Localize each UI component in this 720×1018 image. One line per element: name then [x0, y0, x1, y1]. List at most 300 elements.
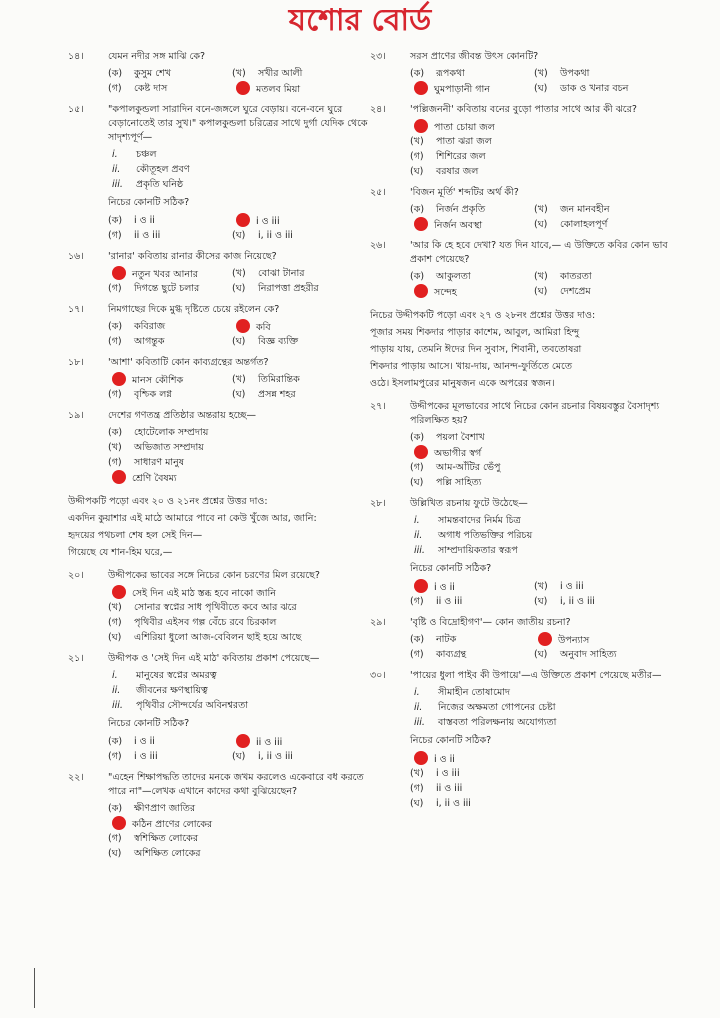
answer-option[interactable]: [108, 228, 226, 243]
option-marker: (খ): [232, 68, 246, 79]
question-text: 'রানার' কবিতায় রানার কীসের কাজ নিয়েছে?: [108, 251, 277, 262]
question-number: ২০।: [68, 570, 84, 581]
question-number: ১৮।: [68, 357, 84, 368]
option-text: পৃথিবীর এইসব গল্প বেঁচে রবে চিরকাল: [134, 617, 277, 628]
option-text: i, ii ও iii: [560, 596, 595, 607]
question-text: উদ্দীপক ও 'সেই দিন এই মাঠ' কবিতায় প্রকাশ পেয়েছে—: [108, 653, 320, 664]
correct-answer-dot: [414, 751, 428, 765]
answer-option[interactable]: [108, 600, 373, 615]
option-marker: (গ): [108, 617, 122, 628]
answer-option[interactable]: [410, 202, 528, 217]
stimulus-passage: [370, 307, 670, 392]
correct-answer-dot: [112, 470, 126, 484]
question-number: ২৫।: [370, 187, 386, 198]
option-text: শিশিরের জল: [436, 151, 486, 162]
option-marker: (গ): [410, 151, 424, 162]
question-number: ২২।: [68, 772, 84, 783]
option-marker: (ঘ): [108, 632, 122, 643]
option-text: আকুলতা: [436, 271, 471, 282]
answer-option[interactable]: [534, 217, 670, 232]
option-marker: (খ): [232, 374, 246, 385]
option-text: i ও iii: [560, 581, 584, 592]
question-text: উল্লিখিত রচনায় ফুটে উঠেছে—: [410, 498, 528, 509]
answer-option[interactable]: [410, 460, 670, 475]
option-marker: (গ): [108, 230, 122, 241]
question: [68, 409, 373, 485]
option-text: i, ii ও iii: [436, 798, 471, 809]
answer-option[interactable]: [108, 440, 373, 455]
question-text: নিমগাছের দিকে মুগ্ধ দৃষ্টিতে চেয়ে রইলেন কে?: [108, 304, 280, 315]
statement-numeral: i.: [112, 670, 118, 681]
option-marker: (ঘ): [534, 596, 548, 607]
option-marker: (ঘ): [534, 83, 548, 94]
answer-option[interactable]: [108, 81, 226, 96]
question-number: ৩০।: [370, 670, 386, 681]
option-text: i, ii ও iii: [258, 230, 293, 241]
margin-line: [34, 968, 35, 1008]
correct-answer-dot: [112, 372, 126, 386]
option-marker: (ঘ): [534, 219, 548, 230]
sub-question: নিচের কোনটি সঠিক?: [410, 735, 492, 746]
option-text: মতলব মিয়া: [256, 84, 301, 95]
option-text: পল্লি সাহিত্য: [436, 477, 482, 488]
answer-option[interactable]: [108, 470, 373, 485]
question: [370, 497, 670, 609]
option-text: নিরাপত্তা প্রহরীর: [258, 283, 319, 294]
answer-option[interactable]: [410, 751, 670, 766]
question-number: ১৯।: [68, 410, 84, 421]
correct-answer-dot: [538, 632, 552, 646]
option-list: [410, 430, 670, 490]
answer-option[interactable]: [108, 615, 373, 630]
question-text: 'বিজন মূর্তি' শব্দটির অর্থ কী?: [410, 187, 519, 198]
answer-option[interactable]: [410, 430, 670, 445]
option-text: পাতা চোয়া জল: [434, 122, 495, 133]
question-text: 'আর কি হে হবে দেখা? যত দিন যাবে,— এ উক্তিতে কবির কোন ভাব প্রকাশ পেয়েছে?: [410, 240, 668, 265]
option-marker: (গ): [410, 649, 424, 660]
statement-numeral: iii.: [414, 717, 425, 728]
option-text: i ও ii: [434, 582, 455, 593]
option-marker: (গ): [410, 783, 424, 794]
statement: [112, 162, 373, 177]
option-text: কঠিন প্রাণের লোকের: [132, 819, 213, 830]
option-text: রূপকথা: [436, 68, 465, 79]
option-text: পাতা ঝরা জল: [436, 136, 492, 147]
option-list: [410, 66, 670, 96]
option-text: সন্দেহ: [434, 287, 457, 298]
answer-option[interactable]: [232, 387, 373, 402]
statement: [414, 700, 670, 715]
option-text: i, ii ও iii: [258, 751, 293, 762]
option-text: কাব্যগ্রন্থ: [436, 649, 467, 660]
statement: [414, 513, 670, 528]
answer-option[interactable]: [534, 202, 670, 217]
answer-option[interactable]: [534, 594, 670, 609]
question-group: [370, 400, 670, 811]
option-text: বৃশ্চিক লগ্ন: [134, 389, 172, 400]
correct-answer-dot: [414, 81, 428, 95]
option-marker: (গ): [108, 457, 122, 468]
option-marker: (ঘ): [410, 477, 424, 488]
answer-option[interactable]: [410, 445, 670, 460]
passage-line: শিকদার পাড়ায় আসে। খায়-দায়, আনন্দ-ফুর্তিতে মেতে: [370, 361, 572, 372]
question: [370, 103, 670, 179]
option-text: i ও iii: [436, 768, 460, 779]
answer-option[interactable]: [534, 66, 670, 81]
statement-text: চঞ্চল: [136, 149, 157, 160]
option-list: [108, 425, 373, 485]
statement-numeral: ii.: [414, 702, 423, 713]
option-text: নির্জন প্রকৃতি: [436, 204, 486, 215]
option-text: সেই দিন এই মাঠ স্তব্ধ হবে নাকো জানি: [132, 588, 276, 599]
option-marker: (গ): [410, 462, 424, 473]
option-list: [108, 585, 373, 645]
option-marker: (ঘ): [232, 389, 246, 400]
option-text: শ্রেণি বৈষম্য: [132, 473, 177, 484]
option-marker: (ঘ): [232, 336, 246, 347]
question-number: ১৬।: [68, 251, 84, 262]
statement: [414, 715, 670, 730]
option-list: [108, 801, 373, 861]
statement-numeral: i.: [414, 515, 420, 526]
answer-option[interactable]: [534, 284, 670, 299]
correct-answer-dot: [236, 81, 250, 95]
answer-option[interactable]: [410, 632, 528, 647]
statement-list: [414, 685, 670, 730]
answer-option[interactable]: [410, 134, 670, 149]
option-text: ডাক ও খনার বচন: [560, 83, 629, 94]
option-text: নাটক: [436, 634, 457, 645]
option-list: [410, 269, 670, 299]
answer-option[interactable]: [410, 217, 528, 232]
question: [370, 400, 670, 490]
page-title: যশোর বোর্ড: [288, 3, 432, 38]
option-text: ii ও iii: [134, 230, 161, 241]
statement: [112, 147, 373, 162]
option-text: কবি: [256, 322, 271, 333]
statement-text: নিজের অক্ষমতা গোপনের চেষ্টা: [438, 702, 556, 713]
option-text: ক্ষীণপ্রাণ জাতির: [134, 803, 196, 814]
statement-numeral: iii.: [112, 700, 123, 711]
option-marker: (ক): [108, 427, 123, 438]
statement-numeral: ii.: [414, 530, 423, 541]
answer-option[interactable]: [410, 475, 670, 490]
option-text: কবিরাজ: [134, 321, 166, 332]
option-marker: (গ): [410, 596, 424, 607]
option-marker: (গ): [108, 283, 122, 294]
statement-text: পৃথিবীর সৌন্দর্যের অবিনশ্বরতা: [136, 700, 249, 711]
option-marker: (ক): [108, 321, 123, 332]
statement-text: প্রকৃতি ঘনিষ্ঠ: [136, 179, 184, 190]
option-list: [410, 579, 670, 609]
question-number: ২৬।: [370, 240, 386, 251]
answer-option[interactable]: [108, 334, 226, 349]
option-marker: (ক): [410, 432, 425, 443]
question: [68, 652, 373, 764]
option-marker: (গ): [108, 336, 122, 347]
question-text: "কপালকুন্ডলা সারাদিন বনে-জঙ্গলে ঘুরে বেড়ায়। বনে-বনে ঘুরে বেড়ানোতেই তার সুখ।" কপালকুন্ডলা চরিত্রের সাথে দুর্গা যেদিক থেকে সাদৃশ্যপূর্ণ—: [108, 104, 368, 143]
statement: [112, 668, 373, 683]
question: [370, 239, 670, 299]
stimulus-passage: [68, 493, 373, 561]
option-list: [410, 632, 670, 662]
option-text: অশিক্ষিত লোকের: [134, 848, 201, 859]
answer-option[interactable]: [410, 269, 528, 284]
statement-text: অগাধ পতিভক্তির পরিচয়: [438, 530, 533, 541]
question: [68, 303, 373, 349]
question-number: ২১।: [68, 653, 84, 664]
question-number: ২৮।: [370, 498, 386, 509]
question-text: উদ্দীপকের ভাবের সঙ্গে নিচের কোন চরণের মিল রয়েছে?: [108, 570, 320, 581]
statement-numeral: iii.: [414, 545, 425, 556]
option-marker: (গ): [108, 833, 122, 844]
option-marker: (ঘ): [534, 286, 548, 297]
answer-option[interactable]: [410, 647, 528, 662]
correct-answer-dot: [112, 585, 126, 599]
option-text: প্রসন্ন শহর: [258, 389, 296, 400]
answer-option[interactable]: [108, 213, 226, 228]
answer-option[interactable]: [410, 81, 528, 96]
option-marker: (ঘ): [232, 230, 246, 241]
option-marker: (ক): [410, 204, 425, 215]
option-marker: (খ): [534, 68, 548, 79]
option-marker: (গ): [108, 751, 122, 762]
answer-option[interactable]: [232, 372, 373, 387]
sub-question: নিচের কোনটি সঠিক?: [108, 718, 190, 729]
answer-option[interactable]: [410, 66, 528, 81]
option-text: নতুন খবর আনার: [132, 269, 198, 280]
correct-answer-dot: [414, 217, 428, 231]
answer-option[interactable]: [108, 734, 226, 749]
passage-line: পাড়ায় যায়, তেমনি ঈদের দিন সুবাস, শিবানী, তবতোষরা: [370, 344, 582, 355]
question-number: ১৭।: [68, 304, 84, 315]
option-text: স্বশিক্ষিত লোকের: [134, 833, 199, 844]
answer-option[interactable]: [232, 228, 373, 243]
sub-question: নিচের কোনটি সঠিক?: [108, 197, 190, 208]
option-list: [410, 202, 670, 232]
question: [370, 669, 670, 811]
statement-text: সামন্তবাদের নির্মম চিত্র: [438, 515, 521, 526]
answer-option[interactable]: [108, 630, 373, 645]
option-text: i ও iii: [256, 216, 280, 227]
question-text: 'পল্লিজননী' কবিতায় বনের বুড়ো পাতার সাথে আর কী ঝরে?: [410, 104, 637, 115]
left-column: [68, 50, 373, 868]
question-number: ১৪।: [68, 51, 84, 62]
answer-option[interactable]: [232, 81, 373, 96]
answer-option[interactable]: [410, 594, 528, 609]
answer-option[interactable]: [410, 149, 670, 164]
answer-option[interactable]: [108, 387, 226, 402]
option-list: [108, 66, 373, 96]
answer-option[interactable]: [410, 284, 528, 299]
option-text: কেষ্ট দাস: [134, 83, 168, 94]
option-text: সোনার স্বপ্নের সাধ পৃথিবীতে কবে আর ঝরে: [134, 602, 297, 613]
correct-answer-dot: [414, 284, 428, 298]
statement-list: [112, 668, 373, 713]
correct-answer-dot: [236, 734, 250, 748]
option-list: [108, 319, 373, 349]
answer-option[interactable]: [534, 269, 670, 284]
option-marker: (খ): [410, 136, 424, 147]
statement: [112, 698, 373, 713]
option-marker: (খ): [534, 204, 548, 215]
right-column: [370, 50, 670, 818]
passage-line: গিয়েছে যে শান-হিম ঘরে,—: [68, 547, 173, 558]
option-marker: (ক): [108, 68, 123, 79]
option-marker: (ঘ): [410, 166, 424, 177]
option-text: দেশপ্রেম: [560, 286, 591, 297]
passage-line: ওঠে। ইসলামপুরের মানুষজন একে অপরের স্বজন।: [370, 378, 555, 389]
option-list: [108, 266, 373, 296]
option-text: i ও ii: [134, 215, 155, 226]
answer-option[interactable]: [108, 801, 373, 816]
answer-option[interactable]: [410, 164, 670, 179]
option-text: আগন্তুক: [134, 336, 165, 347]
answer-option[interactable]: [410, 119, 670, 134]
answer-option[interactable]: [410, 766, 670, 781]
option-text: বোঝা টানার: [258, 268, 305, 279]
statement: [414, 685, 670, 700]
question: [68, 50, 373, 96]
sub-question: নিচের কোনটি সঠিক?: [410, 563, 492, 574]
correct-answer-dot: [236, 213, 250, 227]
answer-option[interactable]: [108, 319, 226, 334]
answer-option[interactable]: [534, 647, 670, 662]
option-text: বিজ্ঞ ব্যক্তি: [258, 336, 299, 347]
passage-line: উদ্দীপকটি পড়ো এবং ২০ ও ২১নং প্রশ্নের উত্তর দাও:: [68, 496, 268, 507]
option-text: i ও ii: [434, 754, 455, 765]
option-text: কুসুম শেখ: [134, 68, 171, 79]
option-marker: (খ): [534, 581, 548, 592]
question-group: [370, 50, 670, 299]
statement-text: বাস্তবতা পরিলক্ষনায় অযোগ্যতা: [438, 717, 557, 728]
answer-option[interactable]: [232, 734, 373, 749]
option-marker: (খ): [108, 442, 122, 453]
option-marker: (ঘ): [232, 283, 246, 294]
answer-option[interactable]: [232, 66, 373, 81]
question-text: যেমন নদীর সঙ্গ মাঝি কে?: [108, 51, 206, 62]
answer-option[interactable]: [232, 749, 373, 764]
correct-answer-dot: [414, 445, 428, 459]
statement-text: সীমাহীন তোষামোদ: [438, 687, 510, 698]
statement-text: কৌতূহল প্রবণ: [136, 164, 190, 175]
option-list: [108, 213, 373, 243]
option-text: দিগন্তে ছুটে চলার: [134, 283, 200, 294]
statement-text: সাম্প্রদায়িকতার স্বরূপ: [438, 545, 518, 556]
question-number: ২৪।: [370, 104, 386, 115]
answer-option[interactable]: [108, 585, 373, 600]
option-text: অভাগীর স্বর্গ: [434, 448, 482, 459]
question-number: ২৭।: [370, 401, 386, 412]
answer-option[interactable]: [232, 319, 373, 334]
option-text: উপকথা: [560, 68, 590, 79]
question: [68, 250, 373, 296]
option-marker: (ক): [108, 803, 123, 814]
question-text: "এহেন শিক্ষাপদ্ধতি তাদের মনকে জখম করলেও একেবারে বধ করতে পারে না"—লেখক এখানে কাদের কথা বুঝিয়েছেন?: [108, 772, 364, 797]
option-marker: (ঘ): [410, 798, 424, 809]
statement-numeral: i.: [112, 149, 118, 160]
answer-option[interactable]: [534, 579, 670, 594]
option-list: [410, 751, 670, 811]
option-text: বরষার জল: [436, 166, 479, 177]
answer-option[interactable]: [108, 66, 226, 81]
correct-answer-dot: [112, 266, 126, 280]
statement-numeral: ii.: [112, 164, 121, 175]
question: [370, 616, 670, 662]
option-marker: (খ): [534, 271, 548, 282]
option-text: সখীর আলী: [258, 68, 303, 79]
question-text: 'আশা' কবিতাটি কোন কাব্যগ্রন্থের অন্তর্গত?: [108, 357, 269, 368]
passage-line: পূজার সময় শিকদার পাড়ার কাশেম, আবুল, আমিরা হিন্দু: [370, 327, 580, 338]
option-marker: (গ): [108, 389, 122, 400]
option-list: [410, 119, 670, 179]
answer-option[interactable]: [232, 281, 373, 296]
option-text: জন মানবহীন: [560, 204, 610, 215]
statement: [414, 543, 670, 558]
answer-option[interactable]: [108, 831, 373, 846]
option-marker: (ক): [108, 215, 123, 226]
answer-option[interactable]: [232, 266, 373, 281]
answer-option[interactable]: [410, 579, 528, 594]
answer-option[interactable]: [232, 213, 373, 228]
answer-option[interactable]: [410, 781, 670, 796]
answer-option[interactable]: [108, 749, 226, 764]
option-list: [108, 372, 373, 402]
question-group: [68, 50, 373, 485]
statement: [414, 528, 670, 543]
option-text: হোটেলোক সম্প্রদায়: [134, 427, 209, 438]
passage-line: নিচের উদ্দীপকটি পড়ো এবং ২৭ ও ২৮নং প্রশ্নের উত্তর দাও:: [370, 310, 596, 321]
option-list: [108, 734, 373, 764]
option-text: i ও ii: [134, 736, 155, 747]
option-text: উপন্যাস: [558, 635, 590, 646]
question: [370, 186, 670, 232]
statement: [112, 177, 373, 192]
option-text: ii ও iii: [436, 596, 463, 607]
passage-line: একদিন কুয়াশার এই মাঠে আমারে পাবে না কেউ খুঁজে আর, জানি:: [68, 513, 317, 524]
option-marker: (ক): [410, 634, 425, 645]
question: [68, 356, 373, 402]
answer-option[interactable]: [410, 796, 670, 811]
question: [370, 50, 670, 96]
question-text: দেশের গণতন্ত্র প্রতিষ্ঠার অন্তরায় হচ্ছে—: [108, 410, 257, 421]
answer-option[interactable]: [534, 81, 670, 96]
answer-option[interactable]: [108, 281, 226, 296]
answer-option[interactable]: [108, 846, 373, 861]
question-number: ২৩।: [370, 51, 386, 62]
statement-list: [112, 147, 373, 192]
statement: [112, 683, 373, 698]
answer-option[interactable]: [108, 425, 373, 440]
answer-option[interactable]: [108, 455, 373, 470]
answer-option[interactable]: [108, 266, 226, 281]
option-marker: (ক): [108, 736, 123, 747]
option-marker: (ক): [410, 271, 425, 282]
option-marker: (ক): [410, 68, 425, 79]
answer-option[interactable]: [232, 334, 373, 349]
correct-answer-dot: [112, 816, 126, 830]
answer-option[interactable]: [534, 632, 670, 647]
statement-numeral: iii.: [112, 179, 123, 190]
answer-option[interactable]: [108, 816, 373, 831]
option-text: সাধারণ মানুষ: [134, 457, 185, 468]
option-text: ii ও iii: [436, 783, 463, 794]
option-marker: (ঘ): [534, 649, 548, 660]
statement-numeral: ii.: [112, 685, 121, 696]
option-text: ii ও iii: [256, 737, 283, 748]
option-text: নির্জন অবস্থা: [434, 220, 483, 231]
answer-option[interactable]: [108, 372, 226, 387]
